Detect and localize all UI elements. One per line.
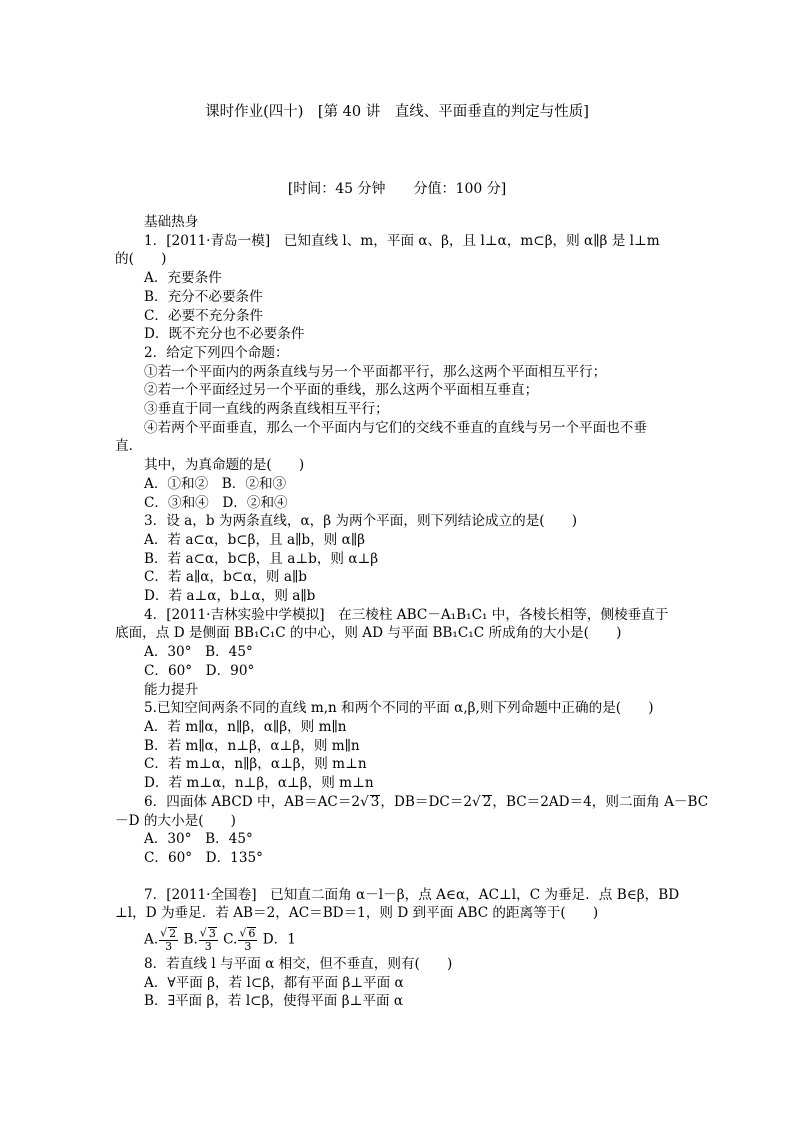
q3-option-c: C．若 a∥α，b⊂α，则 a∥b (144, 569, 307, 586)
q2-ask: 其中，为真命题的是( ) (144, 457, 305, 474)
sqrt-icon: √ (239, 926, 247, 940)
q7-c-radicand: 6 (248, 926, 256, 940)
q3-option-d: D．若 a⊥α，b⊥α，则 a∥b (144, 588, 316, 605)
q4-options-cd: C．60° D．90° (144, 662, 255, 679)
spacer (115, 868, 685, 886)
q7-a-radicand: 2 (169, 926, 177, 940)
q3-option-a: A．若 a⊂α，b⊂β，且 a∥b，则 α∥β (144, 531, 365, 548)
q1-stem: 1．[2011·青岛一模] 已知直线 l、m，平面 α、β，且 l⊥α，m⊂β，则 α∥β 是 l⊥m (144, 232, 660, 249)
question-body (115, 213, 709, 1011)
q2-proposition-3: ③垂直于同一直线的两条直线相互平行； (144, 401, 389, 418)
q7-option-b-label: B. (183, 931, 198, 948)
q5-stem: 5.已知空间两条不同的直线 m,n 和两个不同的平面 α,β,则下列命题中正确的是( ) (144, 700, 654, 717)
q7-option-d: D．1 (262, 931, 296, 948)
q6-options-cd: C．60° D．135° (144, 849, 263, 866)
q1-option-d: D．既不充分也不必要条件 (144, 326, 305, 343)
q7-option-c-label: C. (223, 931, 238, 948)
q7-stem-cont: ⊥l，D 为垂足．若 AB＝2，AC＝BD＝1，则 D 到平面 ABC 的距离等于( ) (115, 905, 599, 922)
q7-option-c-fraction (238, 927, 257, 953)
q6-stem-post: ，BC＝2AD＝4，则二面角 A－BC (492, 793, 709, 810)
q8-stem: 8．若直线 l 与平面 α 相交，但不垂直，则有( ) (144, 956, 453, 973)
q2-proposition-4: ④若两个平面垂直，那么一个平面内与它们的交线不垂直的直线与另一个平面也不垂 (144, 419, 647, 436)
q7-stem: 7．[2011·全国卷] 已知直二面角 α－l－β，点 A∈α，AC⊥l，C 为垂足．点 B∈β，BD (144, 886, 680, 903)
q6-stem-pre: 6．四面体 ABCD 中，AB＝AC＝2 (144, 793, 361, 810)
fraction-numerator (199, 927, 218, 941)
q8-option-b: B．∃平面 β，若 l⊂β，使得平面 β⊥平面 α (144, 993, 404, 1010)
q1-option-b: B．充分不必要条件 (144, 288, 263, 305)
q6-stem-mid: ，DB＝DC＝2 (380, 793, 473, 810)
q1-option-a: A．充要条件 (144, 270, 222, 287)
q2-proposition-4-cont: 直． (115, 438, 143, 455)
q5-option-b: B．若 m∥α，n⊥β，α⊥β，则 m∥n (144, 737, 360, 754)
section-heading-basic: 基础热身 (144, 214, 199, 230)
q5-option-c: C．若 m⊥α，n∥β，α⊥β，则 m⊥n (144, 756, 367, 773)
q2-proposition-1: ①若一个平面内的两条直线与另一个平面都平行，那么这两个平面相互平行； (144, 363, 607, 380)
fraction-numerator (238, 927, 257, 941)
q6-options-ab: A．30° B．45° (144, 831, 253, 848)
page-title: 课时作业(四十) [第 40 讲 直线、平面垂直的判定与性质] (205, 104, 589, 120)
q4-stem: 4．[2011·吉林实验中学模拟] 在三棱柱 ABC－A₁B₁C₁ 中，各棱长相等，侧棱垂直于 (144, 606, 669, 623)
fraction-denominator: 3 (165, 939, 173, 953)
sqrt-icon: √ (160, 926, 168, 940)
time-score-info: [时间：45 分钟 分值：100 分] (287, 181, 507, 197)
q6-stem-cont: －D 的大小是( ) (115, 812, 236, 829)
fraction-numerator (159, 927, 178, 941)
section-heading-advanced: 能力提升 (144, 681, 199, 698)
q8-option-a: A．∀平面 β，若 l⊂β，都有平面 β⊥平面 α (144, 974, 404, 991)
q2-proposition-2: ②若一个平面经过另一个平面的垂线，那么这两个平面相互垂直； (144, 382, 539, 399)
q7-option-a-fraction (159, 927, 178, 953)
q7-b-radicand: 3 (208, 926, 216, 940)
q6-radicand-1: 3 (370, 793, 380, 810)
fraction-denominator: 3 (204, 939, 212, 953)
sqrt-icon: √ (472, 793, 481, 810)
q2-options-ab: A．①和② B．②和③ (144, 475, 287, 492)
q6-radicand-2: 2 (482, 793, 492, 810)
q5-option-d: D．若 m⊥α，n⊥β，α⊥β，则 m⊥n (144, 775, 374, 792)
q3-stem: 3．设 a，b 为两条直线，α，β 为两个平面，则下列结论成立的是( ) (144, 513, 578, 530)
sqrt-icon: √ (360, 793, 369, 810)
q2-options-cd: C．③和④ D．②和④ (144, 494, 288, 511)
q7-option-b-fraction (199, 927, 218, 953)
q2-stem: 2．给定下列四个命题： (144, 344, 289, 361)
q6-stem (115, 793, 709, 812)
q7-options (115, 923, 685, 955)
q4-options-ab: A．30° B．45° (144, 644, 253, 661)
q5-option-a: A．若 m∥α，n∥β，α∥β，则 m∥n (144, 718, 347, 735)
q4-stem-cont: 底面，点 D 是侧面 BB₁C₁C 的中心，则 AD 与平面 BB₁C₁C 所成角的大小是( ) (115, 625, 622, 642)
q1-option-c: C．必要不充分条件 (144, 307, 264, 324)
q1-stem-cont: 的( ) (115, 251, 167, 268)
q7-option-a-label: A. (144, 931, 159, 948)
q3-option-b: B．若 a⊂α，b⊂β，且 a⊥b，则 α⊥β (144, 550, 379, 567)
sqrt-icon: √ (199, 926, 207, 940)
fraction-denominator: 3 (244, 939, 252, 953)
